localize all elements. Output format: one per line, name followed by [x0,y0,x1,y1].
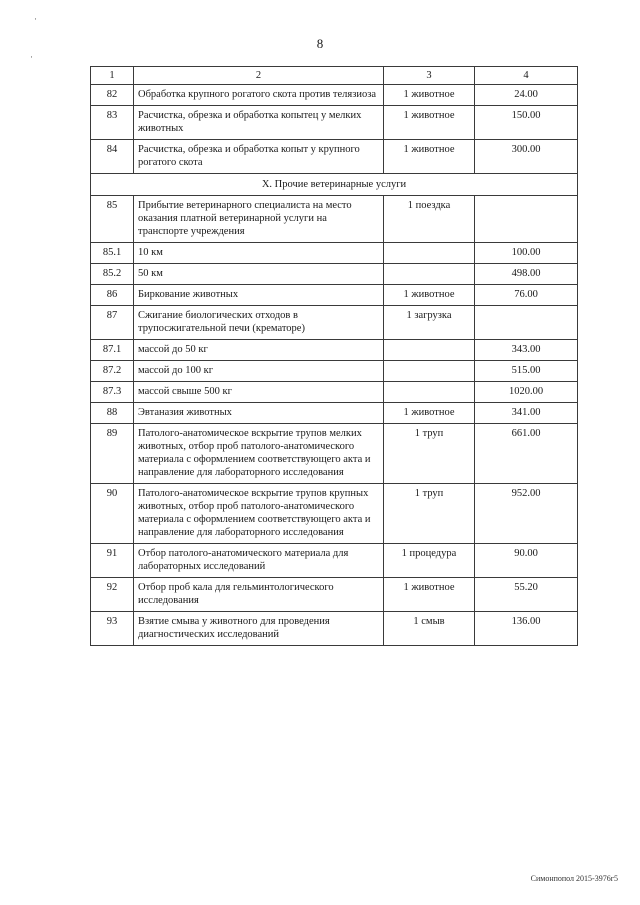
table-row [91,106,578,140]
row-number: 87.1 [91,340,134,361]
row-number: 92 [91,578,134,612]
header-cell: 1 [91,67,134,85]
unit-of-measure: 1 смыв [384,612,475,646]
header-cell: 2 [134,67,384,85]
price-value: 300.00 [475,140,578,174]
price-value: 1020.00 [475,382,578,403]
price-value: 90.00 [475,544,578,578]
unit-of-measure [384,264,475,285]
table-row [91,264,578,285]
table-row [91,140,578,174]
unit-of-measure: 1 поездка [384,196,475,243]
unit-of-measure: 1 загрузка [384,306,475,340]
service-name: массой свыше 500 кг [134,382,384,403]
scan-mark: · [30,52,33,62]
service-name: массой до 50 кг [134,340,384,361]
unit-of-measure [384,243,475,264]
service-name: Взятие смыва у животного для проведения диагностических исследований [134,612,384,646]
row-number: 82 [91,85,134,106]
price-value [475,196,578,243]
service-name: 10 км [134,243,384,264]
page-number: 8 [316,36,324,51]
service-name: массой до 100 кг [134,361,384,382]
table-row [91,85,578,106]
table-row [91,361,578,382]
table-row [91,544,578,578]
unit-of-measure: 1 животное [384,106,475,140]
service-name: Отбор патолого-анатомического материала для лабораторных исследований [134,544,384,578]
service-name: Биркование животных [134,285,384,306]
row-number: 83 [91,106,134,140]
table-row [91,285,578,306]
unit-of-measure [384,361,475,382]
table-row [91,424,578,484]
table-row [91,403,578,424]
price-value: 55.20 [475,578,578,612]
row-number: 91 [91,544,134,578]
table-row [91,578,578,612]
row-number: 89 [91,424,134,484]
service-name: Отбор проб кала для гельминтологического исследования [134,578,384,612]
service-name: 50 км [134,264,384,285]
header-cell: 4 [475,67,578,85]
unit-of-measure: 1 животное [384,140,475,174]
price-value: 343.00 [475,340,578,361]
service-name: Обработка крупного рогатого скота против телязиоза [134,85,384,106]
row-number: 93 [91,612,134,646]
service-name: Эвтаназия животных [134,403,384,424]
price-table [90,66,578,646]
price-value [475,306,578,340]
row-number: 88 [91,403,134,424]
unit-of-measure: 1 процедура [384,544,475,578]
price-value: 341.00 [475,403,578,424]
row-number: 87.2 [91,361,134,382]
header-cell: 3 [384,67,475,85]
price-value: 661.00 [475,424,578,484]
unit-of-measure: 1 труп [384,424,475,484]
table-row [91,196,578,243]
price-value: 498.00 [475,264,578,285]
table-row [91,306,578,340]
price-value: 150.00 [475,106,578,140]
table-row [91,382,578,403]
row-number: 85 [91,196,134,243]
price-value: 100.00 [475,243,578,264]
table-row [91,340,578,361]
unit-of-measure [384,382,475,403]
row-number: 87.3 [91,382,134,403]
unit-of-measure: 1 животное [384,285,475,306]
price-value: 952.00 [475,484,578,544]
unit-of-measure: 1 животное [384,578,475,612]
service-name: Прибытие ветеринарного специалиста на место оказания платной ветеринарной услуги на транспорте учреждения [134,196,384,243]
unit-of-measure [384,340,475,361]
service-name: Сжигание биологических отходов в трупосжигательной печи (крематоре) [134,306,384,340]
unit-of-measure: 1 труп [384,484,475,544]
row-number: 90 [91,484,134,544]
price-value: 24.00 [475,85,578,106]
scan-mark: · [34,14,37,24]
section-title: X. Прочие ветеринарные услуги [91,174,578,196]
unit-of-measure: 1 животное [384,85,475,106]
table-row [91,484,578,544]
section-row [91,174,578,196]
price-value: 76.00 [475,285,578,306]
service-name: Патолого-анатомическое вскрытие трупов крупных животных, отбор проб патолого-анатомического материала с оформлением соответствующего акта и направление для лабораторного исследования [134,484,384,544]
unit-of-measure: 1 животное [384,403,475,424]
table-body [91,67,578,646]
footer-code: Симонпопол 2015-3976г5 [530,874,618,883]
row-number: 85.2 [91,264,134,285]
row-number: 86 [91,285,134,306]
service-name: Расчистка, обрезка и обработка копытец у мелких животных [134,106,384,140]
row-number: 85.1 [91,243,134,264]
table-row [91,243,578,264]
table-header-row [91,67,578,85]
service-name: Патолого-анатомическое вскрытие трупов мелких животных, отбор проб патолого-анатомического материала с оформлением соответствующего акта и направление для лабораторного исследования [134,424,384,484]
row-number: 87 [91,306,134,340]
price-value: 515.00 [475,361,578,382]
row-number: 84 [91,140,134,174]
service-name: Расчистка, обрезка и обработка копыт у крупного рогатого скота [134,140,384,174]
table-row [91,612,578,646]
price-value: 136.00 [475,612,578,646]
